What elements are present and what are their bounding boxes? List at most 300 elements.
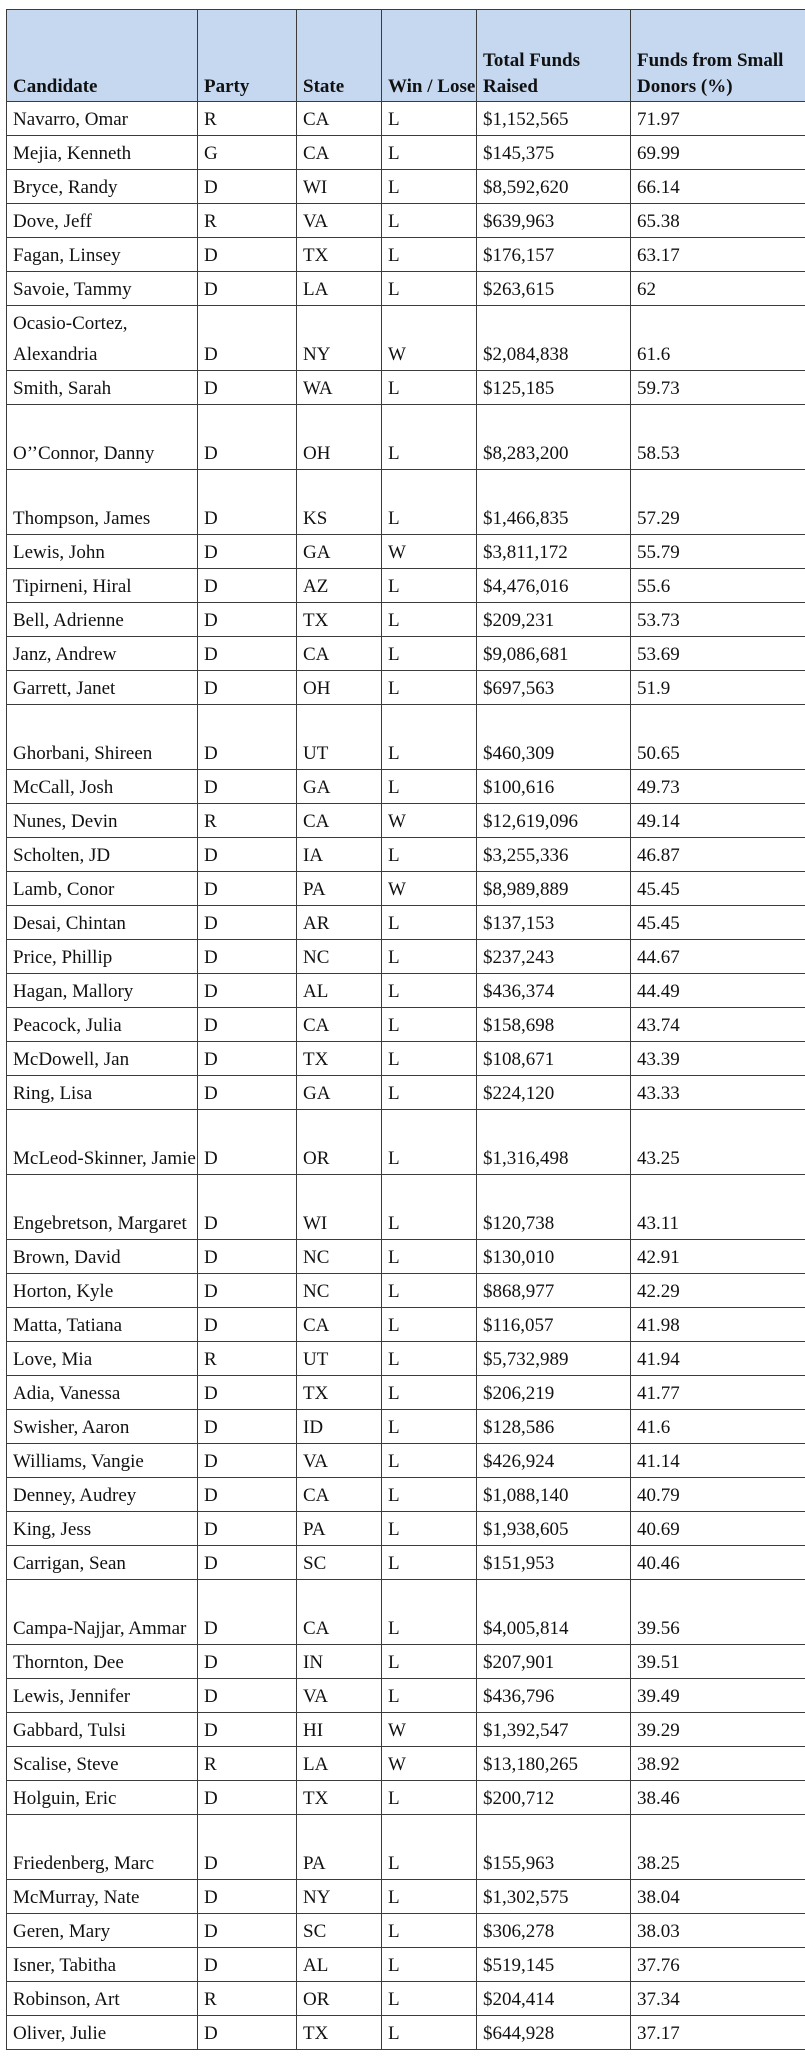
state-cell: WI <box>297 170 382 204</box>
small-donors-cell: 42.91 <box>631 1240 805 1274</box>
party-cell: D <box>198 569 297 603</box>
win-lose-cell: L <box>382 2016 477 2050</box>
header-small-donors: Funds from Small Donors (%) <box>631 10 805 102</box>
small-donors-cell: 43.33 <box>631 1076 805 1110</box>
candidate-cell: Holguin, Eric <box>7 1781 198 1815</box>
total-funds-cell: $100,616 <box>477 770 631 804</box>
party-cell: D <box>198 1274 297 1308</box>
win-lose-cell: L <box>382 671 477 705</box>
small-donors-cell: 55.6 <box>631 569 805 603</box>
table-row <box>7 872 805 906</box>
win-lose-cell: L <box>382 136 477 170</box>
win-lose-cell: L <box>382 1110 477 1175</box>
win-lose-cell: L <box>382 371 477 405</box>
win-lose-cell: L <box>382 569 477 603</box>
state-cell: TX <box>297 2016 382 2050</box>
total-funds-cell: $426,924 <box>477 1444 631 1478</box>
candidate-cell: Brown, David <box>7 1240 198 1274</box>
candidate-cell: Ocasio-Cortez, Alexandria <box>7 306 198 371</box>
party-cell: R <box>198 1747 297 1781</box>
table-row <box>7 770 805 804</box>
win-lose-cell: L <box>382 974 477 1008</box>
total-funds-cell: $128,586 <box>477 1410 631 1444</box>
total-funds-cell: $155,963 <box>477 1815 631 1880</box>
small-donors-cell: 39.29 <box>631 1713 805 1747</box>
state-cell: NY <box>297 306 382 371</box>
total-funds-cell: $3,255,336 <box>477 838 631 872</box>
small-donors-cell: 49.14 <box>631 804 805 838</box>
candidate-cell: Adia, Vanessa <box>7 1376 198 1410</box>
party-cell: D <box>198 170 297 204</box>
party-cell: D <box>198 637 297 671</box>
party-cell: D <box>198 705 297 770</box>
total-funds-cell: $4,476,016 <box>477 569 631 603</box>
state-cell: VA <box>297 204 382 238</box>
party-cell: D <box>198 1815 297 1880</box>
party-cell: D <box>198 603 297 637</box>
party-cell: D <box>198 1175 297 1240</box>
state-cell: AL <box>297 1948 382 1982</box>
table-row <box>7 1982 805 2016</box>
total-funds-cell: $9,086,681 <box>477 637 631 671</box>
state-cell: SC <box>297 1914 382 1948</box>
table-row <box>7 1713 805 1747</box>
table-row <box>7 974 805 1008</box>
party-cell: D <box>198 770 297 804</box>
total-funds-cell: $3,811,172 <box>477 535 631 569</box>
state-cell: IA <box>297 838 382 872</box>
candidate-cell: Savoie, Tammy <box>7 272 198 306</box>
table-row <box>7 1815 805 1880</box>
total-funds-cell: $4,005,814 <box>477 1580 631 1645</box>
total-funds-cell: $644,928 <box>477 2016 631 2050</box>
table-row <box>7 1240 805 1274</box>
candidate-cell: Engebretson, Margaret <box>7 1175 198 1240</box>
party-cell: D <box>198 1580 297 1645</box>
table-row <box>7 1645 805 1679</box>
total-funds-cell: $108,671 <box>477 1042 631 1076</box>
total-funds-cell: $1,152,565 <box>477 102 631 136</box>
small-donors-cell: 44.67 <box>631 940 805 974</box>
small-donors-cell: 49.73 <box>631 770 805 804</box>
small-donors-cell: 41.94 <box>631 1342 805 1376</box>
small-donors-cell: 62 <box>631 272 805 306</box>
win-lose-cell: L <box>382 238 477 272</box>
state-cell: NC <box>297 940 382 974</box>
state-cell: UT <box>297 1342 382 1376</box>
table-row <box>7 170 805 204</box>
candidate-cell: Campa-Najjar, Ammar <box>7 1580 198 1645</box>
total-funds-cell: $8,283,200 <box>477 405 631 470</box>
small-donors-cell: 42.29 <box>631 1274 805 1308</box>
table-row <box>7 671 805 705</box>
party-cell: D <box>198 1914 297 1948</box>
small-donors-cell: 55.79 <box>631 535 805 569</box>
party-cell: R <box>198 102 297 136</box>
candidate-cell: McCall, Josh <box>7 770 198 804</box>
party-cell: D <box>198 906 297 940</box>
win-lose-cell: W <box>382 872 477 906</box>
win-lose-cell: W <box>382 306 477 371</box>
party-cell: D <box>198 671 297 705</box>
candidate-cell: Thompson, James <box>7 470 198 535</box>
table-row <box>7 906 805 940</box>
party-cell: D <box>198 371 297 405</box>
total-funds-cell: $263,615 <box>477 272 631 306</box>
state-cell: CA <box>297 804 382 838</box>
party-cell: D <box>198 1008 297 1042</box>
table-row <box>7 603 805 637</box>
candidate-cell: Horton, Kyle <box>7 1274 198 1308</box>
party-cell: R <box>198 804 297 838</box>
party-cell: D <box>198 1308 297 1342</box>
win-lose-cell: L <box>382 603 477 637</box>
state-cell: LA <box>297 272 382 306</box>
win-lose-cell: L <box>382 906 477 940</box>
total-funds-cell: $237,243 <box>477 940 631 974</box>
state-cell: NY <box>297 1880 382 1914</box>
header-party: Party <box>198 10 297 102</box>
candidate-cell: Lewis, Jennifer <box>7 1679 198 1713</box>
total-funds-cell: $306,278 <box>477 1914 631 1948</box>
small-donors-cell: 39.49 <box>631 1679 805 1713</box>
state-cell: CA <box>297 637 382 671</box>
win-lose-cell: L <box>382 1175 477 1240</box>
win-lose-cell: L <box>382 1410 477 1444</box>
state-cell: ID <box>297 1410 382 1444</box>
candidate-cell: Navarro, Omar <box>7 102 198 136</box>
total-funds-cell: $1,302,575 <box>477 1880 631 1914</box>
candidate-cell: Tipirneni, Hiral <box>7 569 198 603</box>
total-funds-cell: $137,153 <box>477 906 631 940</box>
win-lose-cell: L <box>382 1948 477 1982</box>
party-cell: D <box>198 872 297 906</box>
small-donors-cell: 40.79 <box>631 1478 805 1512</box>
total-funds-cell: $460,309 <box>477 705 631 770</box>
candidate-cell: Peacock, Julia <box>7 1008 198 1042</box>
total-funds-cell: $1,938,605 <box>477 1512 631 1546</box>
total-funds-cell: $12,619,096 <box>477 804 631 838</box>
table-row <box>7 804 805 838</box>
win-lose-cell: L <box>382 1914 477 1948</box>
small-donors-cell: 53.73 <box>631 603 805 637</box>
total-funds-cell: $436,796 <box>477 1679 631 1713</box>
small-donors-cell: 61.6 <box>631 306 805 371</box>
win-lose-cell: L <box>382 838 477 872</box>
state-cell: TX <box>297 1042 382 1076</box>
total-funds-cell: $639,963 <box>477 204 631 238</box>
candidate-cell: Desai, Chintan <box>7 906 198 940</box>
candidate-cell: Ring, Lisa <box>7 1076 198 1110</box>
state-cell: AL <box>297 974 382 1008</box>
party-cell: D <box>198 1781 297 1815</box>
total-funds-cell: $1,088,140 <box>477 1478 631 1512</box>
small-donors-cell: 59.73 <box>631 371 805 405</box>
win-lose-cell: L <box>382 1645 477 1679</box>
header-state: State <box>297 10 382 102</box>
party-cell: D <box>198 1240 297 1274</box>
state-cell: PA <box>297 1512 382 1546</box>
small-donors-cell: 57.29 <box>631 470 805 535</box>
state-cell: CA <box>297 1580 382 1645</box>
table-row <box>7 470 805 535</box>
table-row <box>7 204 805 238</box>
table-row <box>7 1580 805 1645</box>
party-cell: D <box>198 2016 297 2050</box>
total-funds-cell: $176,157 <box>477 238 631 272</box>
table-row <box>7 1042 805 1076</box>
header-row <box>7 10 805 102</box>
table-row <box>7 1076 805 1110</box>
win-lose-cell: L <box>382 1308 477 1342</box>
candidate-cell: McDowell, Jan <box>7 1042 198 1076</box>
total-funds-cell: $1,392,547 <box>477 1713 631 1747</box>
state-cell: TX <box>297 603 382 637</box>
total-funds-cell: $158,698 <box>477 1008 631 1042</box>
small-donors-cell: 40.69 <box>631 1512 805 1546</box>
table-body <box>7 102 805 2050</box>
table-row <box>7 1175 805 1240</box>
table-row <box>7 1410 805 1444</box>
candidate-cell: Smith, Sarah <box>7 371 198 405</box>
win-lose-cell: L <box>382 204 477 238</box>
candidate-cell: Gabbard, Tulsi <box>7 1713 198 1747</box>
candidate-cell: Robinson, Art <box>7 1982 198 2016</box>
table-row <box>7 1914 805 1948</box>
total-funds-cell: $13,180,265 <box>477 1747 631 1781</box>
state-cell: GA <box>297 535 382 569</box>
party-cell: D <box>198 940 297 974</box>
candidate-cell: Geren, Mary <box>7 1914 198 1948</box>
total-funds-cell: $8,989,889 <box>477 872 631 906</box>
party-cell: D <box>198 974 297 1008</box>
state-cell: TX <box>297 238 382 272</box>
small-donors-cell: 41.6 <box>631 1410 805 1444</box>
state-cell: OR <box>297 1982 382 2016</box>
state-cell: CA <box>297 136 382 170</box>
party-cell: D <box>198 1546 297 1580</box>
small-donors-cell: 58.53 <box>631 405 805 470</box>
table-row <box>7 1308 805 1342</box>
table-row <box>7 838 805 872</box>
small-donors-cell: 45.45 <box>631 906 805 940</box>
win-lose-cell: L <box>382 1815 477 1880</box>
state-cell: CA <box>297 102 382 136</box>
small-donors-cell: 66.14 <box>631 170 805 204</box>
win-lose-cell: L <box>382 1008 477 1042</box>
state-cell: GA <box>297 1076 382 1110</box>
win-lose-cell: L <box>382 1781 477 1815</box>
win-lose-cell: L <box>382 1444 477 1478</box>
candidate-cell: Matta, Tatiana <box>7 1308 198 1342</box>
party-cell: R <box>198 204 297 238</box>
state-cell: PA <box>297 1815 382 1880</box>
small-donors-cell: 38.04 <box>631 1880 805 1914</box>
total-funds-cell: $200,712 <box>477 1781 631 1815</box>
table-row <box>7 1376 805 1410</box>
party-cell: D <box>198 1880 297 1914</box>
candidate-cell: Love, Mia <box>7 1342 198 1376</box>
table-row <box>7 1948 805 1982</box>
candidate-cell: Lewis, John <box>7 535 198 569</box>
win-lose-cell: L <box>382 470 477 535</box>
state-cell: KS <box>297 470 382 535</box>
small-donors-cell: 53.69 <box>631 637 805 671</box>
win-lose-cell: L <box>382 1546 477 1580</box>
candidate-cell: Fagan, Linsey <box>7 238 198 272</box>
total-funds-cell: $224,120 <box>477 1076 631 1110</box>
state-cell: UT <box>297 705 382 770</box>
small-donors-cell: 45.45 <box>631 872 805 906</box>
candidate-cell: Price, Phillip <box>7 940 198 974</box>
candidate-cell: Bryce, Randy <box>7 170 198 204</box>
state-cell: CA <box>297 1478 382 1512</box>
total-funds-cell: $207,901 <box>477 1645 631 1679</box>
state-cell: VA <box>297 1679 382 1713</box>
table-row <box>7 2016 805 2050</box>
table-row <box>7 1747 805 1781</box>
state-cell: PA <box>297 872 382 906</box>
candidate-cell: O’’Connor, Danny <box>7 405 198 470</box>
table-row <box>7 1781 805 1815</box>
party-cell: D <box>198 405 297 470</box>
candidate-cell: McLeod-Skinner, Jamie <box>7 1110 198 1175</box>
party-cell: D <box>198 1948 297 1982</box>
state-cell: AR <box>297 906 382 940</box>
table-row <box>7 1444 805 1478</box>
table-row <box>7 535 805 569</box>
win-lose-cell: L <box>382 272 477 306</box>
win-lose-cell: W <box>382 1747 477 1781</box>
small-donors-cell: 39.56 <box>631 1580 805 1645</box>
party-cell: D <box>198 306 297 371</box>
win-lose-cell: L <box>382 1679 477 1713</box>
win-lose-cell: L <box>382 1240 477 1274</box>
table-row <box>7 1110 805 1175</box>
table-row <box>7 102 805 136</box>
party-cell: D <box>198 1444 297 1478</box>
total-funds-cell: $125,185 <box>477 371 631 405</box>
small-donors-cell: 43.11 <box>631 1175 805 1240</box>
small-donors-cell: 37.34 <box>631 1982 805 2016</box>
state-cell: TX <box>297 1781 382 1815</box>
small-donors-cell: 41.14 <box>631 1444 805 1478</box>
total-funds-cell: $151,953 <box>477 1546 631 1580</box>
party-cell: D <box>198 238 297 272</box>
small-donors-cell: 69.99 <box>631 136 805 170</box>
table-row <box>7 1478 805 1512</box>
win-lose-cell: L <box>382 1376 477 1410</box>
candidate-cell: Nunes, Devin <box>7 804 198 838</box>
win-lose-cell: L <box>382 1342 477 1376</box>
party-cell: R <box>198 1982 297 2016</box>
small-donors-cell: 50.65 <box>631 705 805 770</box>
small-donors-cell: 38.92 <box>631 1747 805 1781</box>
table-row <box>7 1512 805 1546</box>
table-row <box>7 371 805 405</box>
win-lose-cell: L <box>382 102 477 136</box>
state-cell: WA <box>297 371 382 405</box>
candidate-cell: Lamb, Conor <box>7 872 198 906</box>
table-row <box>7 1008 805 1042</box>
total-funds-cell: $519,145 <box>477 1948 631 1982</box>
candidate-cell: King, Jess <box>7 1512 198 1546</box>
candidate-cell: Janz, Andrew <box>7 637 198 671</box>
candidate-cell: Mejia, Kenneth <box>7 136 198 170</box>
total-funds-cell: $206,219 <box>477 1376 631 1410</box>
candidate-cell: Dove, Jeff <box>7 204 198 238</box>
table-row <box>7 705 805 770</box>
table-row <box>7 940 805 974</box>
total-funds-cell: $130,010 <box>477 1240 631 1274</box>
state-cell: NC <box>297 1240 382 1274</box>
win-lose-cell: L <box>382 1982 477 2016</box>
candidate-cell: Swisher, Aaron <box>7 1410 198 1444</box>
total-funds-cell: $209,231 <box>477 603 631 637</box>
win-lose-cell: L <box>382 1274 477 1308</box>
candidate-cell: Hagan, Mallory <box>7 974 198 1008</box>
small-donors-cell: 38.46 <box>631 1781 805 1815</box>
total-funds-cell: $2,084,838 <box>477 306 631 371</box>
win-lose-cell: L <box>382 405 477 470</box>
candidate-cell: Friedenberg, Marc <box>7 1815 198 1880</box>
state-cell: CA <box>297 1008 382 1042</box>
party-cell: D <box>198 1410 297 1444</box>
candidate-funds-table <box>6 9 805 2050</box>
small-donors-cell: 39.51 <box>631 1645 805 1679</box>
total-funds-cell: $5,732,989 <box>477 1342 631 1376</box>
party-cell: D <box>198 1679 297 1713</box>
header-win-lose: Win / Lose <box>382 10 477 102</box>
state-cell: WI <box>297 1175 382 1240</box>
win-lose-cell: W <box>382 804 477 838</box>
party-cell: D <box>198 1042 297 1076</box>
party-cell: D <box>198 535 297 569</box>
win-lose-cell: L <box>382 1478 477 1512</box>
state-cell: CA <box>297 1308 382 1342</box>
small-donors-cell: 38.25 <box>631 1815 805 1880</box>
table-row <box>7 272 805 306</box>
party-cell: D <box>198 1512 297 1546</box>
small-donors-cell: 37.76 <box>631 1948 805 1982</box>
small-donors-cell: 46.87 <box>631 838 805 872</box>
table-row <box>7 136 805 170</box>
state-cell: OH <box>297 405 382 470</box>
state-cell: HI <box>297 1713 382 1747</box>
table-row <box>7 238 805 272</box>
win-lose-cell: L <box>382 637 477 671</box>
candidate-cell: Scalise, Steve <box>7 1747 198 1781</box>
party-cell: D <box>198 1645 297 1679</box>
small-donors-cell: 65.38 <box>631 204 805 238</box>
small-donors-cell: 63.17 <box>631 238 805 272</box>
header-candidate: Candidate <box>7 10 198 102</box>
party-cell: D <box>198 470 297 535</box>
total-funds-cell: $204,414 <box>477 1982 631 2016</box>
table-row <box>7 637 805 671</box>
party-cell: G <box>198 136 297 170</box>
candidate-cell: Oliver, Julie <box>7 2016 198 2050</box>
win-lose-cell: W <box>382 535 477 569</box>
state-cell: TX <box>297 1376 382 1410</box>
state-cell: AZ <box>297 569 382 603</box>
small-donors-cell: 71.97 <box>631 102 805 136</box>
total-funds-cell: $8,592,620 <box>477 170 631 204</box>
party-cell: D <box>198 1478 297 1512</box>
total-funds-cell: $120,738 <box>477 1175 631 1240</box>
party-cell: D <box>198 1376 297 1410</box>
candidate-cell: McMurray, Nate <box>7 1880 198 1914</box>
